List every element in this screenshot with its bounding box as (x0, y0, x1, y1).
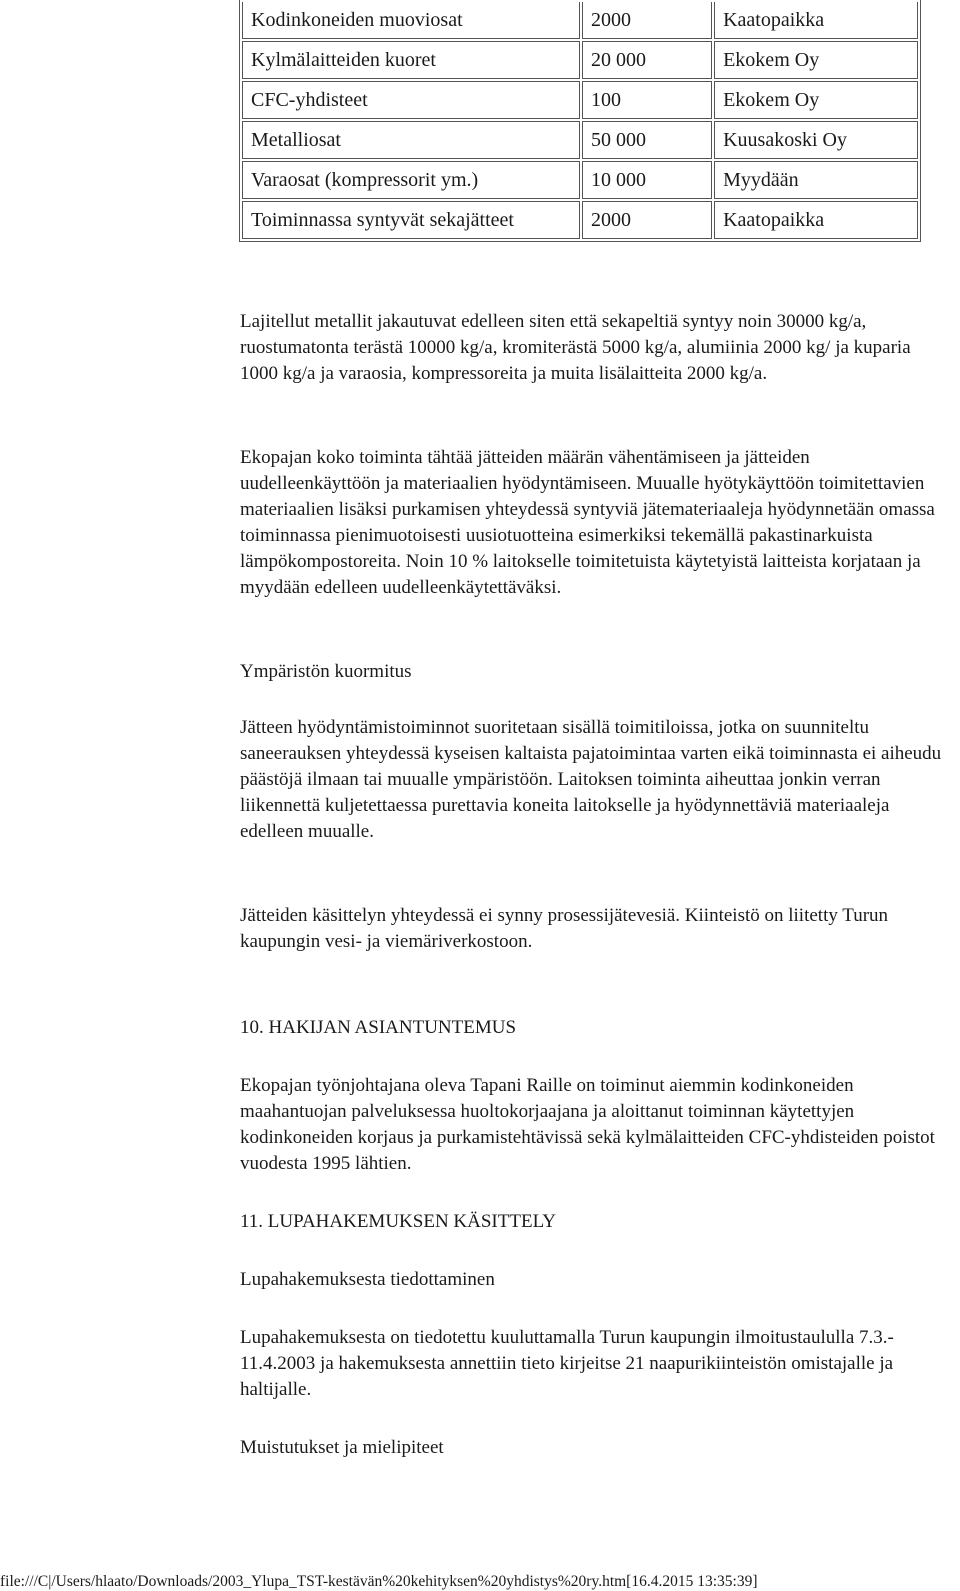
heading-announcement: Lupahakemuksesta tiedottaminen (240, 1269, 495, 1290)
table-row (242, 41, 918, 79)
table-row (242, 121, 918, 159)
table-cell-amount: 20 000 (582, 41, 712, 79)
table-cell-destination: Myydään (714, 161, 918, 199)
table-cell-amount: 100 (582, 81, 712, 119)
table-cell-destination: Kuusakoski Oy (714, 121, 918, 159)
table-cell-material: Kodinkoneiden muoviosat (242, 2, 580, 39)
table-cell-destination: Ekokem Oy (714, 41, 918, 79)
paragraph-expertise: Ekopajan työnjohtajana oleva Tapani Raille on toiminut aiemmin kodinkoneiden maahantuojan palveluksessa huoltokorjaajana ja aloittanut toiminnan käytettyjen kodinkoneiden korjaus ja purkamistehtävissä sekä kylmälaitteiden CFC-yhdisteiden poistot vuodesta 1995 lähtien. (240, 1075, 935, 1174)
table-cell-material: Kylmälaitteiden kuoret (242, 41, 580, 79)
table-cell-material: Toiminnassa syntyvät sekajätteet (242, 201, 580, 239)
table-cell-destination: Kaatopaikka (714, 201, 918, 239)
paragraph-metals: Lajitellut metallit jakautuvat edelleen siten että sekapeltiä syntyy noin 30000 kg/a, ruostumatonta terästä 10000 kg/a, kromiterästä 5000 kg/a, alumiinia 2000 kg/ ja kuparia 1000 kg/a ja varaosia, kompressoreita ja muita lisälaitteita 2000 kg/a. (240, 311, 911, 384)
heading-processing: 11. LUPAHAKEMUKSEN KÄSITTELY (240, 1211, 556, 1232)
heading-environmental-load: Ympäristön kuormitus (240, 661, 412, 682)
table-cell-amount: 10 000 (582, 161, 712, 199)
paragraph-announcement: Lupahakemuksesta on tiedotettu kuuluttamalla Turun kaupungin ilmoitustaululla 7.3.- 11.4.2003 ja hakemuksesta annettiin tieto kirjeitse 21 naapurikiinteistön omistajalle ja haltijalle. (240, 1327, 894, 1400)
paragraph-reuse: Ekopajan koko toiminta tähtää jätteiden määrän vähentämiseen ja jätteiden uudelleenkäyttöön ja materiaalien hyödyntämiseen. Muualle hyötykäyttöön toimitettavien materiaalien lisäksi purkamisen yhteydessä syntyviä jätemateriaaleja hyödynnetään omassa toiminnassa pienimuotoisesti uusiotuotteina esimerkiksi tekemällä pakastinarkuista lämpökompostoreita. Noin 10 % laitokselle toimitetuista käytetyistä laitteista korjataan ja myydään edelleen uudelleenkäytettäväksi. (240, 447, 935, 598)
paragraph-operations: Jätteen hyödyntämistoiminnot suoritetaan sisällä toimitiloissa, jotka on suunniteltu saneerauksen yhteydessä kyseisen kaltaista pajatoimintaa varten eikä toiminnasta ei aiheudu päästöjä ilmaan tai muualle ympäristöön. Laitoksen toiminta aiheuttaa jonkin verran liikennettä kuljetettaessa purettavia koneita laitokselle ja hyödynnettäviä materiaaleja edelleen muualle. (240, 717, 942, 842)
table-cell-destination: Ekokem Oy (714, 81, 918, 119)
paragraph-wastewater: Jätteiden käsittelyn yhteydessä ei synny prosessijätevesiä. Kiinteistö on liitetty Turun kaupungin vesi- ja viemäriverkostoon. (240, 905, 889, 952)
heading-remarks: Muistutukset ja mielipiteet (240, 1437, 444, 1458)
file-path-footer: file:///C|/Users/hlaato/Downloads/2003_Ylupa_TST-kestävän%20kehityksen%20yhdistys%20ry.htm[16.4.2015 13:35:39] (0, 1573, 758, 1590)
table-row (242, 2, 918, 39)
waste-table (239, 0, 921, 242)
table-row (242, 201, 918, 239)
table-row (242, 161, 918, 199)
table-row (242, 81, 918, 119)
table-cell-material: CFC-yhdisteet (242, 81, 580, 119)
table-cell-material: Varaosat (kompressorit ym.) (242, 161, 580, 199)
table-cell-destination: Kaatopaikka (714, 2, 918, 39)
heading-expertise: 10. HAKIJAN ASIANTUNTEMUS (240, 1017, 517, 1038)
table-cell-amount: 2000 (582, 201, 712, 239)
table-cell-amount: 2000 (582, 2, 712, 39)
table-cell-material: Metalliosat (242, 121, 580, 159)
table-cell-amount: 50 000 (582, 121, 712, 159)
